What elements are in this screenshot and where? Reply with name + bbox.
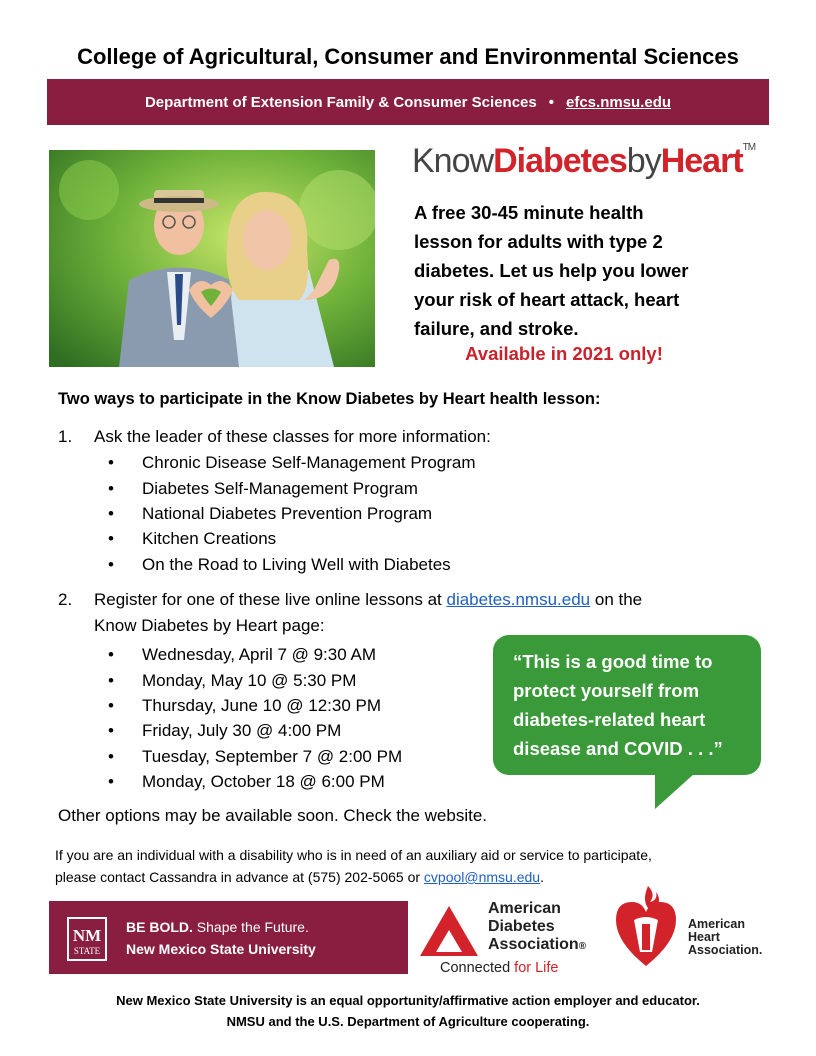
quote-bubble — [493, 635, 761, 775]
ada-logo: American Diabetes Association® Connected for Life — [418, 898, 608, 978]
quote-line: “This is a good time to — [513, 651, 713, 672]
intro-line: your risk of heart attack, heart — [414, 289, 680, 310]
intro-line: diabetes. Let us help you lower — [414, 260, 689, 281]
nmsu-text: BE BOLD. Shape the Future. New Mexico State University — [126, 916, 316, 960]
contact-email-link[interactable]: cvpool@nmsu.edu — [423, 869, 541, 885]
nmsu-name: New Mexico State University — [126, 941, 316, 957]
step-2-text-line2: Know Diabetes by Heart page: — [94, 616, 325, 635]
quote-line: disease and COVID . . .” — [513, 738, 723, 759]
step-1-text: Ask the leader of these classes for more information: — [94, 427, 491, 446]
be-bold: BE BOLD. — [126, 919, 193, 935]
footer-notice: New Mexico State University is an equal opportunity/affirmative action employer and educator. NMSU and the U.S. Department of Agriculture cooperating. — [116, 993, 700, 1029]
ada-triangle-icon — [420, 906, 478, 956]
intro-line: lesson for adults with type 2 — [414, 231, 663, 252]
brand-diabetes: Diabetes — [493, 142, 627, 180]
svg-text:STATE: STATE — [73, 946, 101, 956]
svg-text:NM: NM — [72, 926, 102, 945]
quote-line: diabetes-related heart — [513, 709, 706, 730]
nmsu-logo — [67, 917, 107, 961]
brand-trademark: TM — [742, 142, 756, 153]
step-2-number: 2. — [58, 590, 73, 609]
intro-line: failure, and stroke. — [414, 318, 579, 339]
efcs-website-link[interactable]: efcs.nmsu.edu — [566, 93, 672, 111]
intro-line: A free 30-45 minute health — [414, 202, 644, 223]
session-list: • Wednesday, April 7 @ 9:30 AM • Monday, May 10 @ 5:30 PM • Thursday, June 10 @ 12:30 PM • Friday, July 30 @ 4:00 PM • Tuesday, September 7 @ 2:00 PM • Monday, October 18 @ 6:00 PM — [108, 645, 403, 791]
quote-bubble-tail — [655, 773, 695, 809]
brand-know: Know — [412, 142, 494, 180]
other-options-text: Other options may be available soon. Check the website. — [58, 806, 488, 825]
college-title: College of Agricultural, Consumer and Environmental Sciences — [77, 44, 739, 69]
department-name: Department of Extension Family & Consumer Sciences — [144, 93, 537, 111]
class-list: • Chronic Disease Self-Management Program • Diabetes Self-Management Program • National Diabetes Prevention Program • Kitchen Creations • On the Road to Living Well with Diabetes — [108, 453, 476, 574]
brand-heart: Heart — [660, 142, 743, 180]
nmsu-banner — [49, 901, 408, 974]
department-bar — [47, 79, 769, 125]
disability-notice: If you are an individual with a disability who is in need of an auxiliary aid or service to participate, please contact Cassandra in advance at (575) 202-5065 or cvpool@nmsu.edu. — [55, 847, 652, 885]
separator-dot: • — [548, 93, 554, 111]
step-2-text: Register for one of these live online lessons at diabetes.nmsu.edu on the — [94, 590, 643, 609]
availability-note: Available in 2021 only! — [465, 343, 663, 364]
ways-heading: Two ways to participate in the Know Diabetes by Heart health lesson: — [58, 390, 601, 408]
brand-by: by — [626, 142, 661, 180]
step-1-number: 1. — [58, 427, 73, 446]
couple-photo — [49, 150, 375, 367]
know-diabetes-by-heart-logo — [412, 142, 772, 188]
quote-line: protect yourself from — [513, 680, 700, 701]
diabetes-nmsu-link[interactable]: diabetes.nmsu.edu — [446, 590, 591, 609]
heart-torch-icon — [612, 880, 680, 968]
aha-logo: American Heart Association. — [612, 880, 782, 970]
intro-text — [414, 198, 744, 343]
